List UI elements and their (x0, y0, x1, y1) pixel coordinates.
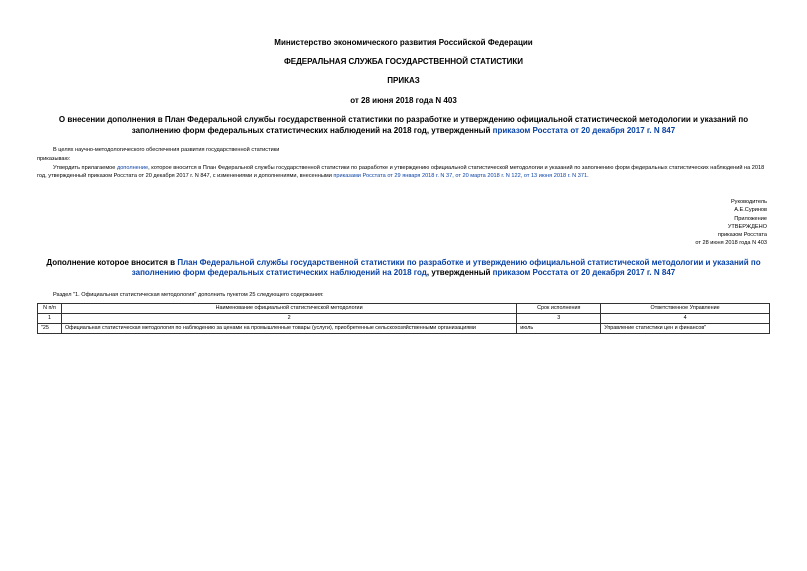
service-heading: ФЕДЕРАЛЬНАЯ СЛУЖБА ГОСУДАРСТВЕННОЙ СТАТИСТИКИ (283, 57, 524, 66)
order-title (37, 114, 770, 136)
appendix-title (37, 258, 770, 278)
appendix-title-pre: Дополнение которое вносится в (46, 258, 178, 267)
approve-link-orders[interactable]: приказами Росстата от 29 января 2018 г. N 37, от 20 марта 2018 г. N 122, от 13 июня 2018 г. N 371 (333, 173, 588, 179)
table-header-cell: Срок исполнения (517, 304, 601, 314)
table-cell-department: Управление статистики цен и финансов" (601, 324, 770, 334)
table-number-cell: 3 (517, 314, 601, 324)
table-header-row (38, 304, 770, 314)
appendix-date: от 28 июня 2018 года N 403 (695, 240, 767, 247)
appendix-label: Приложение (734, 215, 767, 222)
approve-end: . (587, 173, 589, 179)
doc-type-heading: ПРИКАЗ (387, 76, 420, 85)
table-row (38, 324, 770, 334)
appendix-title-link-plan[interactable]: План Федеральной службы государственной статистики по разработке и утверждению официальной статистической методологии и указаний по заполнению форм федеральных статистических наблюдений на 2018 год (131, 258, 761, 277)
section-note: Раздел "1. Официальная статистическая методология" дополнить пунктом 25 следующего содержания: (53, 292, 324, 298)
purpose-text: В целях научно-методологического обеспечения развития государственной статистики (53, 147, 280, 153)
order-title-link[interactable]: приказом Росстата от 20 декабря 2017 г. N 847 (492, 126, 676, 135)
table-cell-deadline: июль (517, 324, 601, 334)
signature-position: Руководитель (730, 199, 767, 205)
appendix-title-link-order[interactable]: приказом Росстата от 20 декабря 2017 г. N 847 (492, 268, 676, 277)
order-word: приказываю: (37, 156, 71, 162)
approve-pre: Утвердить прилагаемое (53, 165, 117, 171)
table-number-row (38, 314, 770, 324)
table-number-cell: 4 (601, 314, 770, 324)
approve-paragraph (37, 164, 770, 180)
date-number-heading: от 28 июня 2018 года N 403 (350, 96, 457, 105)
table-cell-number: "25 (38, 324, 62, 334)
table-header-cell: Ответственное Управление (601, 304, 770, 314)
table-header-cell: N п/п (38, 304, 62, 314)
table-header-cell: Наименование официальной статистической методологии (61, 304, 516, 314)
table-number-cell: 1 (38, 314, 62, 324)
supplement-table (37, 303, 770, 334)
appendix-by: приказом Росстата (717, 232, 767, 239)
order-title-text: О внесении дополнения в План Федеральной службы государственной статистики по разработке и утверждению официальной статистической методологии и указаний по заполнению форм федеральных статистических наблюдений на 2018 год, утвержденный (58, 115, 749, 135)
table-number-cell: 2 (61, 314, 516, 324)
appendix-title-mid: , утвержденный (426, 268, 493, 277)
appendix-approved: УТВЕРЖДЕНО (727, 223, 767, 230)
approve-link-supplement[interactable]: дополнение (116, 165, 149, 171)
table-cell-name: Официальная статистическая методология по наблюдению за ценами на промышленные товары (услуги), приобретенные сельскохозяйственными организациями (61, 324, 516, 334)
approve-mid: , которое вносится в План Федеральной службы государственной статистики по разработке и утверждению официальной статистической методологии и указаний по заполнению форм федеральных статистических наблюдений на 2018 год, утвержденный приказом Росстата от 20 декабря 2017 г. N 847, с изменениями и дополнениями, внесенными (37, 165, 765, 179)
signature-block (695, 198, 767, 248)
ministry-heading: Министерство экономического развития Российской Федерации (274, 38, 533, 47)
signature-name: А.Е.Суринов (734, 207, 767, 214)
